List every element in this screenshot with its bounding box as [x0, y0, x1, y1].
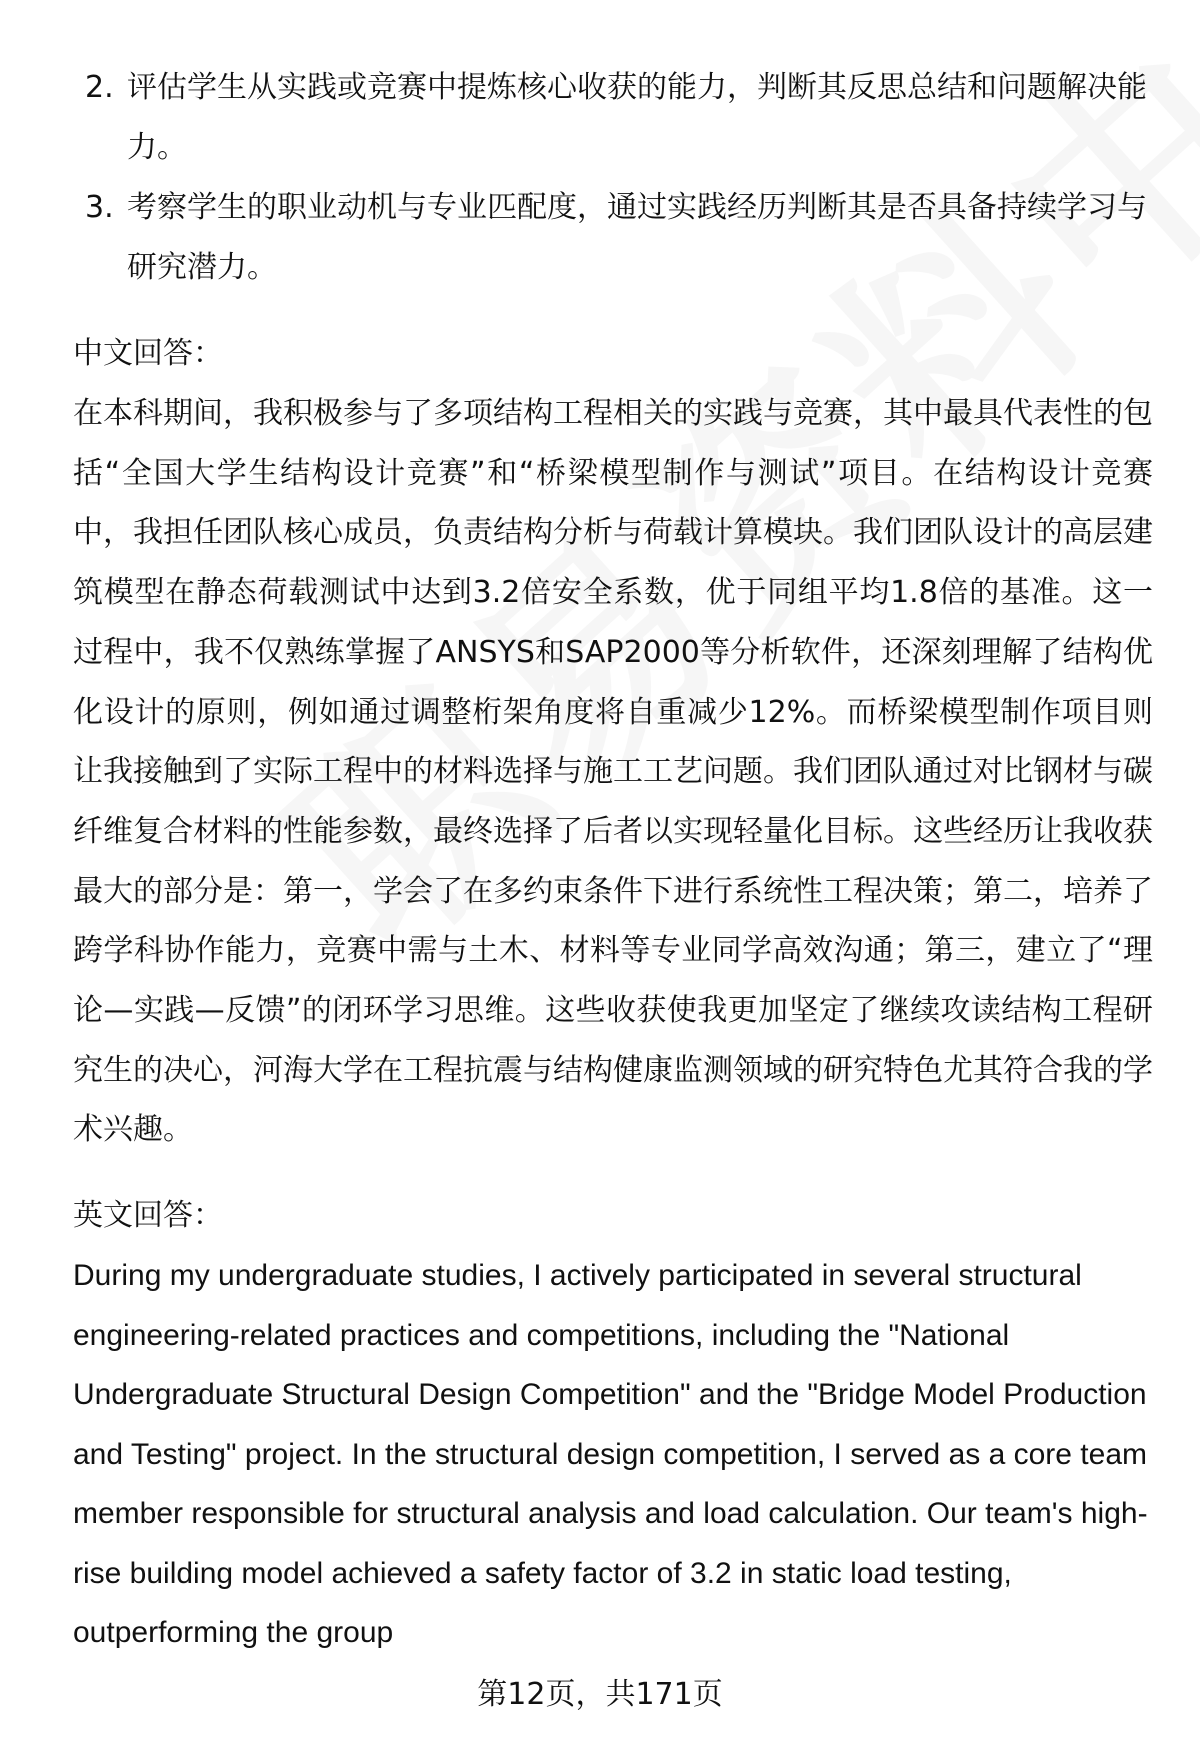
english-answer-title: 英文回答：	[73, 1198, 223, 1234]
page-content	[73, 58, 1153, 1663]
list-item-number: 3.	[85, 190, 114, 225]
chinese-answer-title: 中文回答：	[73, 336, 223, 371]
chinese-answer-body: 在本科期间，我积极参与了多项结构工程相关的实践与竞赛，其中最具代表性的包括“全国大学生结构设计竞赛”和“桥梁模型制作与测试”项目。在结构设计竞赛中，我担任团队核心成员，负责结构分析与荷载计算模块。我们团队设计的高层建筑模型在静态荷载测试中达到3.2倍安全系数，优于同组平均1.8倍的基准。这一过程中，我不仅熟练掌握了ANSYS和SAP2000等分析软件，还深刻理解了结构优化设计的原则，例如通过调整桁架角度将自重减少12%。而桥梁模型制作项目则让我接触到了实际工程中的材料选择与施工工艺问题。我们团队通过对比钢材与碳纤维复合材料的性能参数，最终选择了后者以实现轻量化目标。这些经历让我收获最大的部分是：第一，学会了在多约束条件下进行系统性工程决策；第二，培养了跨学科协作能力，竞赛中需与土木、材料等专业同学高效沟通；第三，建立了“理论—实践—反馈”的闭环学习思维。这些收获使我更加坚定了继续攻读结构工程研究生的决心，河海大学在工程抗震与结构健康监测领域的研究特色尤其符合我的学术兴趣。	[73, 396, 1153, 1148]
question-list	[73, 58, 1153, 298]
page-number: 第12页，共171页	[477, 1677, 723, 1712]
list-item-number: 2.	[85, 70, 114, 105]
list-item-text: 考察学生的职业动机与专业匹配度，通过实践经历判断其是否具备持续学习与研究潜力。	[127, 190, 1147, 285]
english-answer-body: During my undergraduate studies, I actively participated in several structural engineering-related practices and competitions, including the "National Undergraduate Structural Design Competition" and the "Bridge Model Production and Testing" project. In the structural design competition, I served as a core team member responsible for structural analysis and load calculation. Our team's high-rise building model achieved a safety factor of 3.2 in static load testing, outperforming the group	[73, 1259, 1148, 1650]
list-item-text: 评估学生从实践或竞赛中提炼核心收获的能力，判断其反思总结和问题解决能力。	[127, 70, 1147, 165]
list-item	[73, 58, 1153, 178]
list-item	[73, 178, 1153, 298]
